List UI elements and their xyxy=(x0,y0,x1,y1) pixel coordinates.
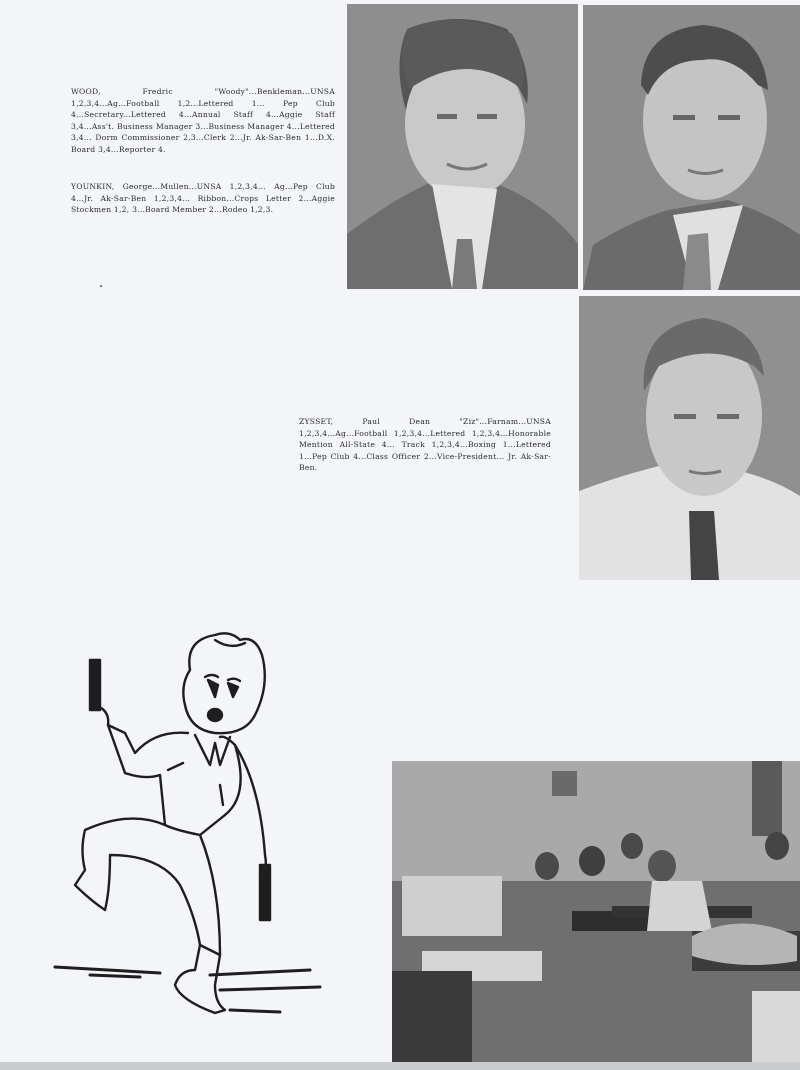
portrait-zysset-image xyxy=(579,296,800,580)
portrait-younkin xyxy=(583,5,800,290)
bio-wood: WOOD, Fredric "Woody"...Benkleman...UNSA 1,2,3,4...Ag...Football 1,2...Lettered 1... Pep Club 4...Secretary...Lettered 4...Annual Staff 4...Aggie Staff 3,4...Ass't. Business Manager 3...Business Manager 4...Lettered 3,4... Dorm Commissioner 2,3...Clerk 2...Jr. Ak-Sar-Ben 1...D.X. Board 3,4...Reporter 4. xyxy=(71,87,335,154)
classroom-photo xyxy=(392,761,800,1063)
stray-mark xyxy=(100,285,102,287)
cowboy-cartoon-illustration xyxy=(50,625,330,1030)
bio-younkin: YOUNKIN, George...Mullen...UNSA 1,2,3,4... Ag...Pep Club 4...Jr. Ak-Sar-Ben 1,2,3,4... Ribbon...Crops Letter 2...Aggie Stockmen 1,2, 3...Board Member 2...Rodeo 1,2,3. xyxy=(71,182,335,215)
portrait-zysset xyxy=(579,296,800,580)
portrait-wood xyxy=(347,4,578,289)
bio-zysset: ZYSSET, Paul Dean "Ziz"...Farnam...UNSA 1,2,3,4...Ag...Football 1,2,3,4...Lettered 1,2,3,4...Honorable Mention All-State 4... Track 1,2,3,4...Boxing 1...Lettered 1...Pep Club 4...Class Officer 2...Vice-President... Jr. Ak-Sar-Ben. xyxy=(299,417,551,473)
portrait-younkin-image xyxy=(583,5,800,290)
page-bottom-edge xyxy=(0,1062,800,1070)
classroom-photo-image xyxy=(392,761,800,1063)
portrait-wood-image xyxy=(347,4,578,289)
